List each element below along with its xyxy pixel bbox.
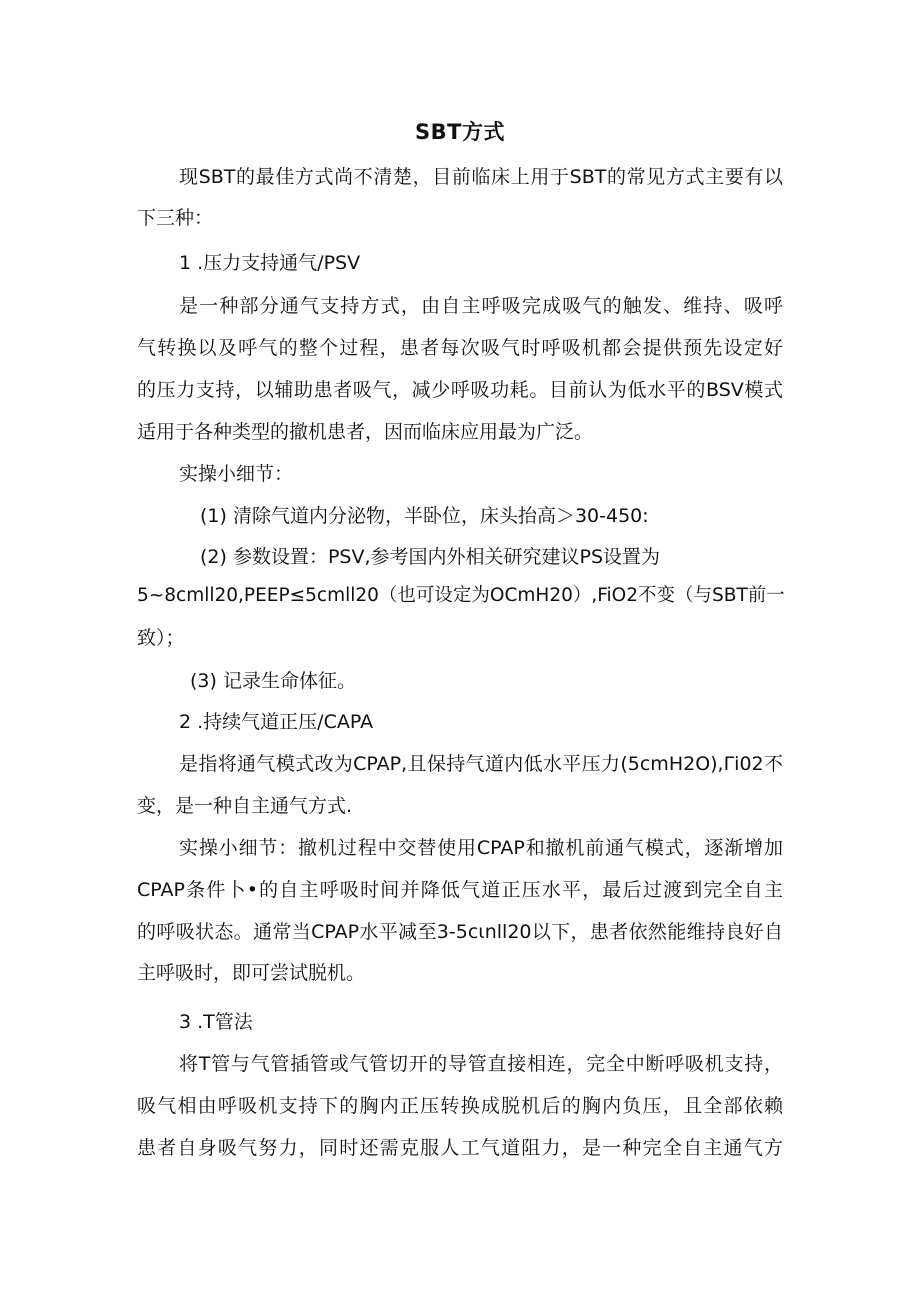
paragraph-line: 将T管与气管插管或气管切开的导管直接相连，完全中断呼吸机支持， (179, 1053, 783, 1075)
list-item: (2) 参数设置：PSV,参考国内外相关研究建议PS设置为 (200, 546, 661, 568)
paragraph-line: 是指将通气模式改为CPAP,且保持气道内低水平压力(5cmH2O),Γi02不 (179, 753, 783, 775)
paragraph-line: 是一种部分通气支持方式，由自主呼吸完成吸气的触发、维持、吸呼 (179, 295, 783, 317)
paragraph-line: 的呼吸状态。通常当CPAP水平减至3-5cιnll20以下，患者依然能维持良好自 (137, 921, 783, 943)
page-title: SBT方式 (415, 120, 505, 144)
paragraph-line: 吸气相由呼吸机支持下的胸内正压转换成脱机后的胸内负压，且全部依赖 (137, 1095, 783, 1117)
paragraph-line: 致）； (137, 627, 185, 649)
list-item: (1) 清除气道内分泌物，半卧位，床头抬高＞30-450: (200, 505, 649, 527)
paragraph-line: CPAP条件卜•的自主呼吸时间并降低气道正压水平，最后过渡到完全自主 (137, 879, 783, 901)
section-heading-psv: 1 .压力支持通气/PSV (179, 252, 361, 274)
paragraph-line: 的压力支持，以辅助患者吸气，减少呼吸功耗。目前认为低水平的BSV模式 (137, 379, 783, 401)
paragraph-line: 现SBT的最佳方式尚不清楚，目前临床上用于SBT的常见方式主要有以 (179, 166, 783, 188)
section-heading-cpap: 2 .持续气道正压/CAPA (179, 711, 374, 733)
paragraph-line: 主呼吸时，即可尝试脱机。 (137, 962, 366, 984)
section-heading-t-tube: 3 .T管法 (179, 1011, 253, 1033)
paragraph-line: 患者自身吸气努力，同时还需克服人工气道阻力，是一种完全自主通气方 (137, 1137, 783, 1159)
list-item: (3) 记录生命体征。 (190, 670, 356, 692)
paragraph-line: 实操小细节：撤机过程中交替使用CPAP和撤机前通气模式，逐渐增加 (179, 837, 783, 859)
paragraph-line: 变，是一种自主通气方式. (137, 795, 353, 817)
paragraph-line: 气转换以及呼气的整个过程，患者每次吸气时呼吸机都会提供预先设定好 (137, 337, 783, 359)
paragraph-line: 下三种： (137, 207, 214, 229)
subheading: 实操小细节： (179, 463, 294, 485)
paragraph-line: 5~8cmll20,PEEP≤5cmll20（也可设定为OCmH20）,FiO2不变（与SBT前一 (137, 585, 785, 606)
paragraph-line: 适用于各种类型的撤机患者，因而临床应用最为广泛。 (137, 421, 594, 443)
